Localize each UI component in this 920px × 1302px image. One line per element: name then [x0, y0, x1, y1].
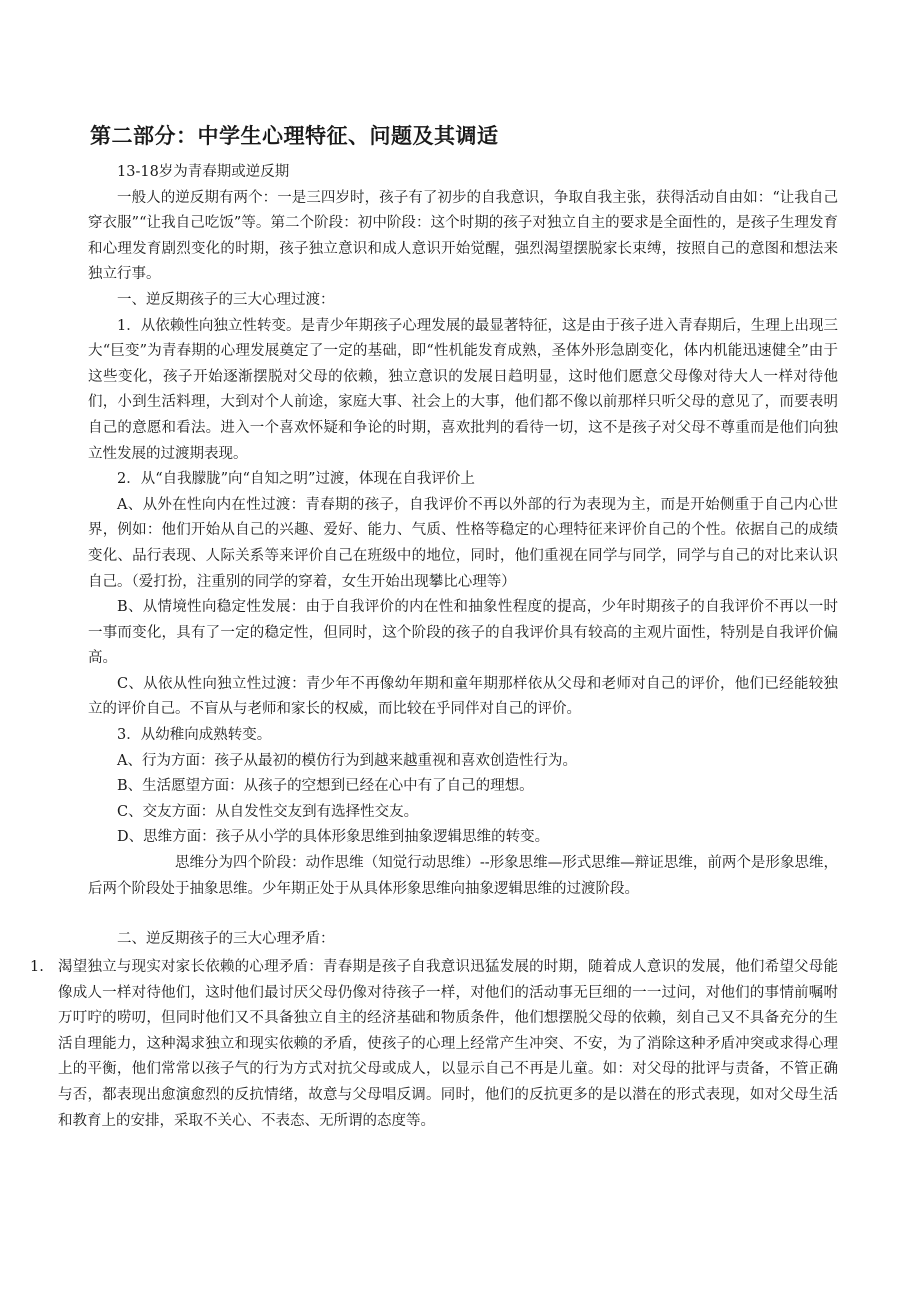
paragraph-transition-2b: B、从情境性向稳定性发展：由于自我评价的内在性和抽象性程度的提高，少年时期孩子的自我评价不再以一时一事而变化，具有了一定的稳定性，但同时，这个阶段的孩子的自我评价具有较高的主观片面性，特别是自我评价偏高。	[88, 599, 838, 667]
paragraph-intro: 一般人的逆反期有两个：一是三四岁时，孩子有了初步的自我意识，争取自我主张，获得活动自由如：“让我自己穿衣服”“让我自己吃饭”等。第二个阶段：初中阶段：这个时期的孩子对独立自主的要求是全面性的，是孩子生理发育和心理发育剧烈变化的时期，孩子独立意识和成人意识开始觉醒，强烈渴望摆脱家长束缚，按照自己的意图和想法来独立行事。	[88, 189, 838, 283]
page-title: 第二部分：中学生心理特征、问题及其调适	[90, 124, 499, 148]
paragraph-transition-3-heading: 3．从幼稚向成熟转变。	[117, 727, 272, 744]
paragraph-transition-2-heading: 2．从“自我朦胧”向“自知之明”过渡，体现在自我评价上	[117, 471, 475, 488]
section-heading-transitions: 一、逆反期孩子的三大心理过渡：	[117, 291, 335, 308]
paragraph-age-range: 13-18岁为青春期或逆反期	[117, 164, 290, 180]
paragraph-transition-3d: D、思维方面：孩子从小学的具体形象思维到抽象逻辑思维的转变。	[117, 829, 550, 846]
paragraph-spacer	[88, 902, 838, 927]
paragraph-transition-3c: C、交友方面：从自发性交友到有选择性交友。	[117, 803, 419, 820]
paragraph-transition-3b: B、生活愿望方面：从孩子的空想到已经在心中有了自己的理想。	[117, 778, 534, 795]
paragraph-transition-1: 1．从依赖性向独立性转变。是青少年期孩子心理发展的最显著特征，这是由于孩子进入青春期后，生理上出现三大“巨变”为青春期的心理发展奠定了一定的基础，即“性机能发育成熟，圣体外形急剧变化，体内机能迅速健全”由于这些变化，孩子开始逐渐摆脱对父母的依赖，独立意识的发展日趋明显，这时他们愿意父母像对待大人一样对待他们，小到生活料理，大到对个人前途，家庭大事、社会上的大事，他们都不像以前那样只听父母的意见了，而要表明自己的意愿和看法。进入一个喜欢怀疑和争论的时期，喜欢批判的看待一切，这不是孩子对父母不尊重而是他们向独立性发展的过渡期表现。	[88, 317, 838, 462]
paragraph-thinking-stages: 思维分为四个阶段：动作思维（知觉行动思维）--形象思维—形式思维—辩证思维，前两个是形象思维，后两个阶段处于抽象思维。少年期正处于从具体形象思维向抽象逻辑思维的过渡阶段。	[88, 855, 838, 897]
paragraph-transition-3a: A、行为方面：孩子从最初的模仿行为到越来越重视和喜欢创造性行为。	[117, 752, 577, 769]
paragraph-transition-2a: A、从外在性向内在性过渡：青春期的孩子，自我评价不再以外部的行为表现为主，而是开始侧重于自己内心世界，例如：他们开始从自己的兴趣、爱好、能力、气质、性格等稳定的心理特征来评价自己的个性。依据自己的成绩变化、品行表现、人际关系等来评价自己在班级中的地位，同时，他们重视在同学与同学，同学与自己的对比来认识自己。（爱打扮，注重别的同学的穿着，女生开始出现攀比心理等）	[88, 496, 838, 590]
list-item-text: 渴望独立与现实对家长依赖的心理矛盾：青春期是孩子自我意识迅猛发展的时期，随着成人意识的发展，他们希望父母能像成人一样对待他们，这时他们最讨厌父母仍像对待孩子一样，对他们的活动事无巨细的一一过问，对他们的事情前嘱咐万叮咛的唠叨，但同时他们又不具备独立自主的经济基础和物质条件，他们想摆脱父母的依赖，刻自己又不具备充分的生活自理能力，这种渴求独立和现实依赖的矛盾，使孩子的心理上经常产生冲突、不安，为了消除这种矛盾冲突或求得心理上的平衡，他们常常以孩子气的行为方式对抗父母或成人，以显示自己不再是儿童。如：对父母的批评与责备，不管正确与否，都表现出愈演愈烈的反抗情绪，故意与父母唱反调。同时，他们的反抗更多的是以潜在的形式表现，如对父母生活和教育上的安排，采取不关心、不表态、无所谓的态度等。	[58, 959, 838, 1129]
numbered-list-item	[30, 955, 838, 1134]
document-body	[88, 160, 838, 953]
list-item-number: 1.	[30, 959, 44, 975]
paragraph-transition-2c: C、从依从性向独立性过渡：青少年不再像幼年期和童年期那样依从父母和老师对自己的评价，他们已经能较独立的评价自己。不盲从与老师和家长的权威，而比较在乎同伴对自己的评价。	[88, 675, 838, 718]
section-heading-contradictions: 二、逆反期孩子的三大心理矛盾：	[117, 931, 335, 948]
